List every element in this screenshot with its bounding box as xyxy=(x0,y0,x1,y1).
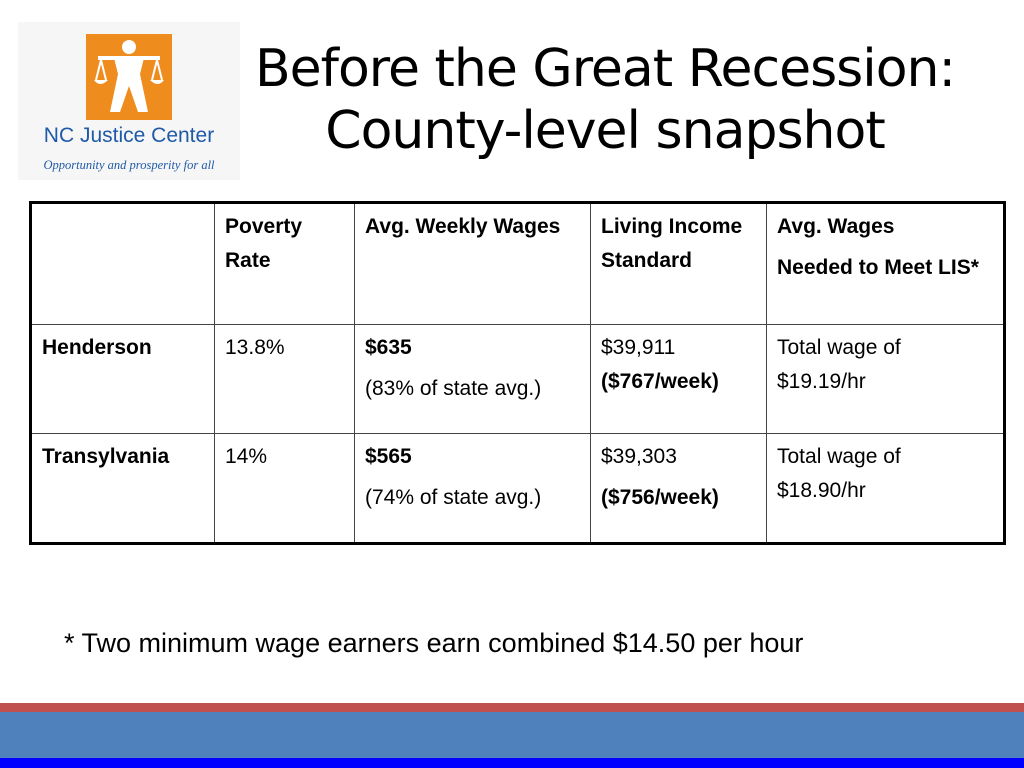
table-row xyxy=(31,434,1005,544)
weekly-wage: $635 xyxy=(365,336,412,359)
header-cell-empty xyxy=(31,203,215,325)
header-avg-weekly-wages: Avg. Weekly Wages xyxy=(355,203,591,325)
lis-amount: $39,303 xyxy=(601,445,677,468)
footer-band-navy xyxy=(0,758,1024,768)
weekly-wage-note: (83% of state avg.) xyxy=(365,377,542,400)
lis-weekly: ($756/week) xyxy=(601,486,719,509)
lis-cell xyxy=(591,434,767,544)
county-snapshot-table xyxy=(29,201,1006,545)
header-living-income-standard: Living Income Standard xyxy=(591,203,767,325)
header-poverty-rate: Poverty Rate xyxy=(215,203,355,325)
header-avg-wages-line1: Avg. Wages xyxy=(777,215,895,238)
poverty-rate: 14% xyxy=(215,434,355,544)
header-avg-wages-needed xyxy=(767,203,1005,325)
lis-weekly: ($767/week) xyxy=(601,370,719,393)
table-header-row xyxy=(31,203,1005,325)
footnote: * Two minimum wage earners earn combined $14.50 per hour xyxy=(64,628,804,658)
lis-amount: $39,911 xyxy=(601,336,676,359)
header-avg-wages-line2: Needed to Meet LIS* xyxy=(777,256,979,279)
wage-needed: Total wage of $18.90/hr xyxy=(767,434,1005,544)
weekly-wage-note: (74% of state avg.) xyxy=(365,486,542,509)
title-line-1: Before the Great Recession: xyxy=(254,39,955,99)
county-name: Henderson xyxy=(31,325,215,434)
poverty-rate: 13.8% xyxy=(215,325,355,434)
county-name: Transylvania xyxy=(31,434,215,544)
logo-tagline: Opportunity and prosperity for all xyxy=(43,158,215,172)
slide-title xyxy=(240,38,970,162)
weekly-wage: $565 xyxy=(365,445,412,468)
weekly-wage-cell xyxy=(355,325,591,434)
lis-cell xyxy=(591,325,767,434)
footer-band-blue xyxy=(0,712,1024,758)
title-line-2: County-level snapshot xyxy=(325,101,885,161)
scales-of-justice-icon xyxy=(86,34,172,120)
wage-needed: Total wage of $19.19/hr xyxy=(767,325,1005,434)
logo-name: NC Justice Center xyxy=(43,124,215,147)
nc-justice-center-logo xyxy=(18,22,240,180)
table-row xyxy=(31,325,1005,434)
footer-band-red xyxy=(0,703,1024,712)
weekly-wage-cell xyxy=(355,434,591,544)
